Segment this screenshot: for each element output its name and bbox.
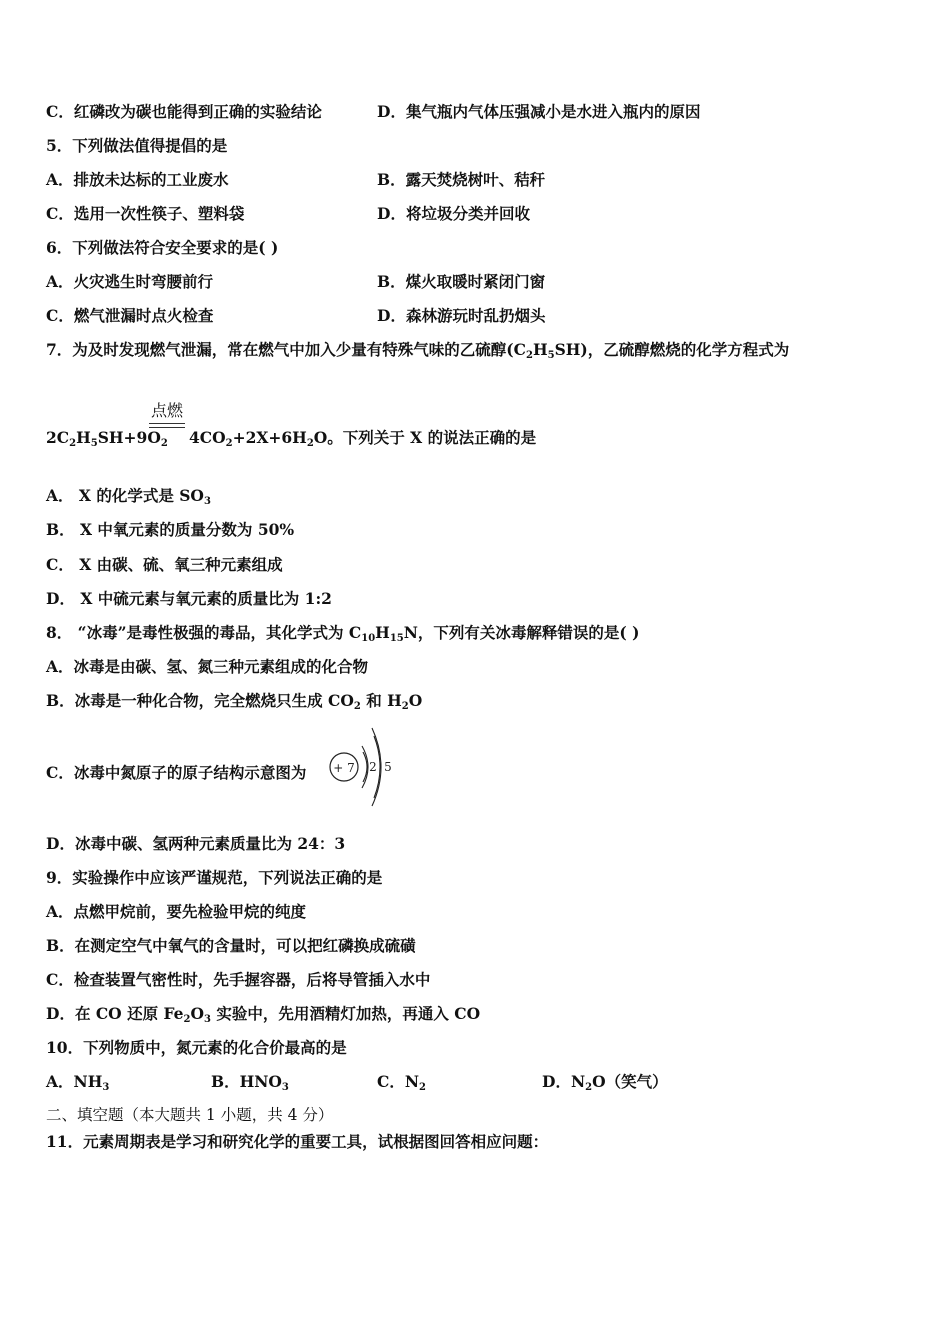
q7-option-b: B． X 中氧元素的质量分数为 50% (46, 520, 295, 539)
q9-option-b: B．在测定空气中氧气的含量时，可以把红磷换成硫磺 (46, 936, 416, 955)
q6-option-c: C．燃气泄漏时点火检查 (46, 306, 214, 325)
nitrogen-atom-diagram (326, 724, 396, 810)
q8-stem: 8． “冰毒”是毒性极强的毒品，其化学式为 $C_{10}H_{15}N$，下列有关冰毒解释错误的是( ) (46, 623, 640, 644)
q6-option-d: D．森林游玩时乱扔烟头 (377, 306, 546, 325)
q4-option-d: D．集气瓶内气体压强减小是水进入瓶内的原因 (377, 102, 701, 121)
q11-stem: 11．元素周期表是学习和研究化学的重要工具，试根据图回答相应问题： (46, 1132, 549, 1151)
q7-stem: 7．为及时发现燃气泄漏，常在燃气中加入少量有特殊气味的乙硫醇$(C_2H_5SH)$，乙硫醇燃烧的化学方程式为 (46, 340, 790, 361)
q9-option-d: D．在 CO 还原 $Fe_2O_3$ 实验中，先用酒精灯加热，再通入 CO (46, 1004, 481, 1025)
atom-shell-1-electrons: 2 (369, 760, 377, 774)
q5-option-d: D．将垃圾分类并回收 (377, 204, 530, 223)
q7-option-d: D． X 中硫元素与氧元素的质量比为 1:2 (46, 589, 332, 608)
q8-option-b: B．冰毒是一种化合物，完全燃烧只生成 $CO_2$ 和 $H_2O$ (46, 691, 423, 712)
atom-shell-2-electrons: 5 (384, 760, 392, 774)
q7-option-a: A． X 的化学式是 $SO_3$ (46, 486, 211, 507)
reaction-condition: 点燃 (150, 401, 183, 420)
atom-nucleus-charge: + 7 (333, 761, 355, 775)
q10-option-b: B．$HNO_3$ (211, 1072, 289, 1093)
q4-option-c: C．红磷改为碳也能得到正确的实验结论 (46, 102, 322, 121)
q10-option-d: D．$N_2O$（笑气） (542, 1072, 668, 1093)
q9-option-c: C．检查装置气密性时，先手握容器，后将导管插入水中 (46, 970, 431, 989)
q8-option-d: D．冰毒中碳、氢两种元素质量比为 24：3 (46, 834, 346, 853)
q7-option-c: C． X 由碳、硫、氧三种元素组成 (46, 555, 283, 574)
q6-option-a: A．火灾逃生时弯腰前行 (46, 272, 214, 291)
q6-option-b: B．煤火取暖时紧闭门窗 (377, 272, 546, 291)
q7-equation-reactants: $2C_2H_5SH+9O_2$ (46, 428, 168, 449)
reaction-arrow-line (149, 423, 185, 424)
q5-option-b: B．露天焚烧树叶、秸秆 (377, 170, 546, 189)
q10-stem: 10．下列物质中，氮元素的化合价最高的是 (46, 1038, 347, 1057)
q7-equation-products: $4CO_2+2X+6H_2O$。下列关于 X 的说法正确的是 (189, 428, 537, 449)
q10-option-c: C．$N_2$ (377, 1072, 426, 1093)
q9-option-a: A．点燃甲烷前，要先检验甲烷的纯度 (46, 902, 307, 921)
q5-option-a: A．排放未达标的工业废水 (46, 170, 229, 189)
q10-option-a: A．$NH_3$ (46, 1072, 110, 1093)
q9-stem: 9．实验操作中应该严谨规范，下列说法正确的是 (46, 868, 383, 887)
q5-option-c: C．选用一次性筷子、塑料袋 (46, 204, 245, 223)
q8-option-c: C．冰毒中氮原子的原子结构示意图为 (46, 763, 307, 782)
section-title: 二、填空题（本大题共 1 小题，共 4 分） (46, 1106, 334, 1124)
q5-stem: 5．下列做法值得提倡的是 (46, 136, 228, 155)
q6-stem: 6．下列做法符合安全要求的是( ) (46, 238, 279, 257)
q8-option-a: A．冰毒是由碳、氢、氮三种元素组成的化合物 (46, 657, 369, 676)
